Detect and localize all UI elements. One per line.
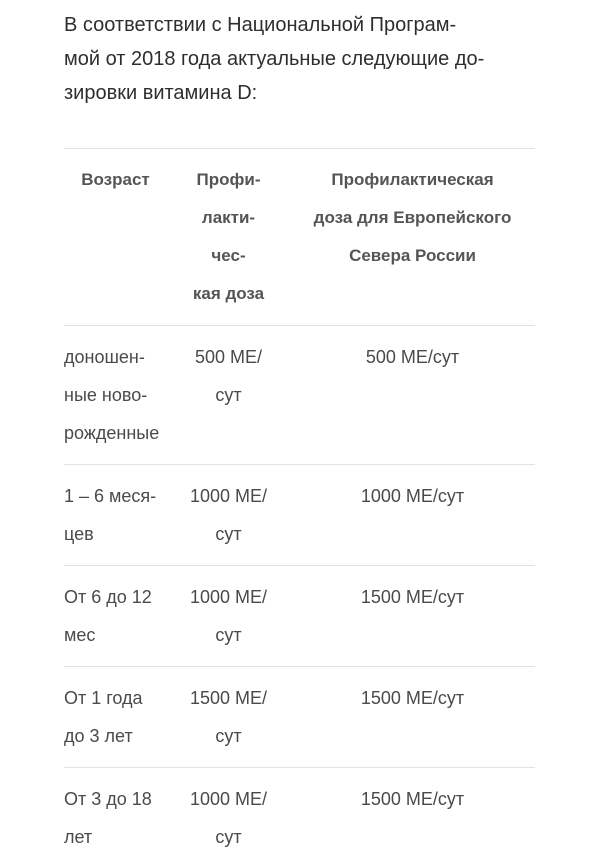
- table-row: [64, 465, 535, 566]
- table-row: [64, 326, 535, 465]
- table-row: [64, 667, 535, 768]
- table-row: [64, 566, 535, 667]
- north-dose-cell: 1500 МЕ/сут: [290, 667, 535, 768]
- age-cell: доношен- ные ново- рожденные: [64, 326, 167, 465]
- intro-paragraph: В соответствии с Национальной Програм- мой от 2018 года актуальные следующие до- зировки витамина D:: [64, 8, 544, 110]
- age-cell: От 1 года до 3 лет: [64, 667, 167, 768]
- table-row: [64, 768, 535, 868]
- dose-cell: 1000 МЕ/ сут: [167, 566, 290, 667]
- vitamin-d-dosage-table: [64, 148, 535, 868]
- north-dose-cell: 500 МЕ/сут: [290, 326, 535, 465]
- table-header-row: [64, 149, 535, 326]
- header-age: Возраст: [64, 149, 167, 326]
- dose-cell: 500 МЕ/ сут: [167, 326, 290, 465]
- age-cell: От 6 до 12 мес: [64, 566, 167, 667]
- header-north-russia-dose: Профилактическая доза для Европейского Севера России: [290, 149, 535, 326]
- age-cell: 1 – 6 меся- цев: [64, 465, 167, 566]
- dose-cell: 1500 МЕ/ сут: [167, 667, 290, 768]
- dose-cell: 1000 МЕ/ сут: [167, 768, 290, 868]
- north-dose-cell: 1500 МЕ/сут: [290, 768, 535, 868]
- north-dose-cell: 1000 МЕ/сут: [290, 465, 535, 566]
- dose-cell: 1000 МЕ/ сут: [167, 465, 290, 566]
- age-cell: От 3 до 18 лет: [64, 768, 167, 868]
- north-dose-cell: 1500 МЕ/сут: [290, 566, 535, 667]
- header-prophylactic-dose: Профи- лакти- чес- кая доза: [167, 149, 290, 326]
